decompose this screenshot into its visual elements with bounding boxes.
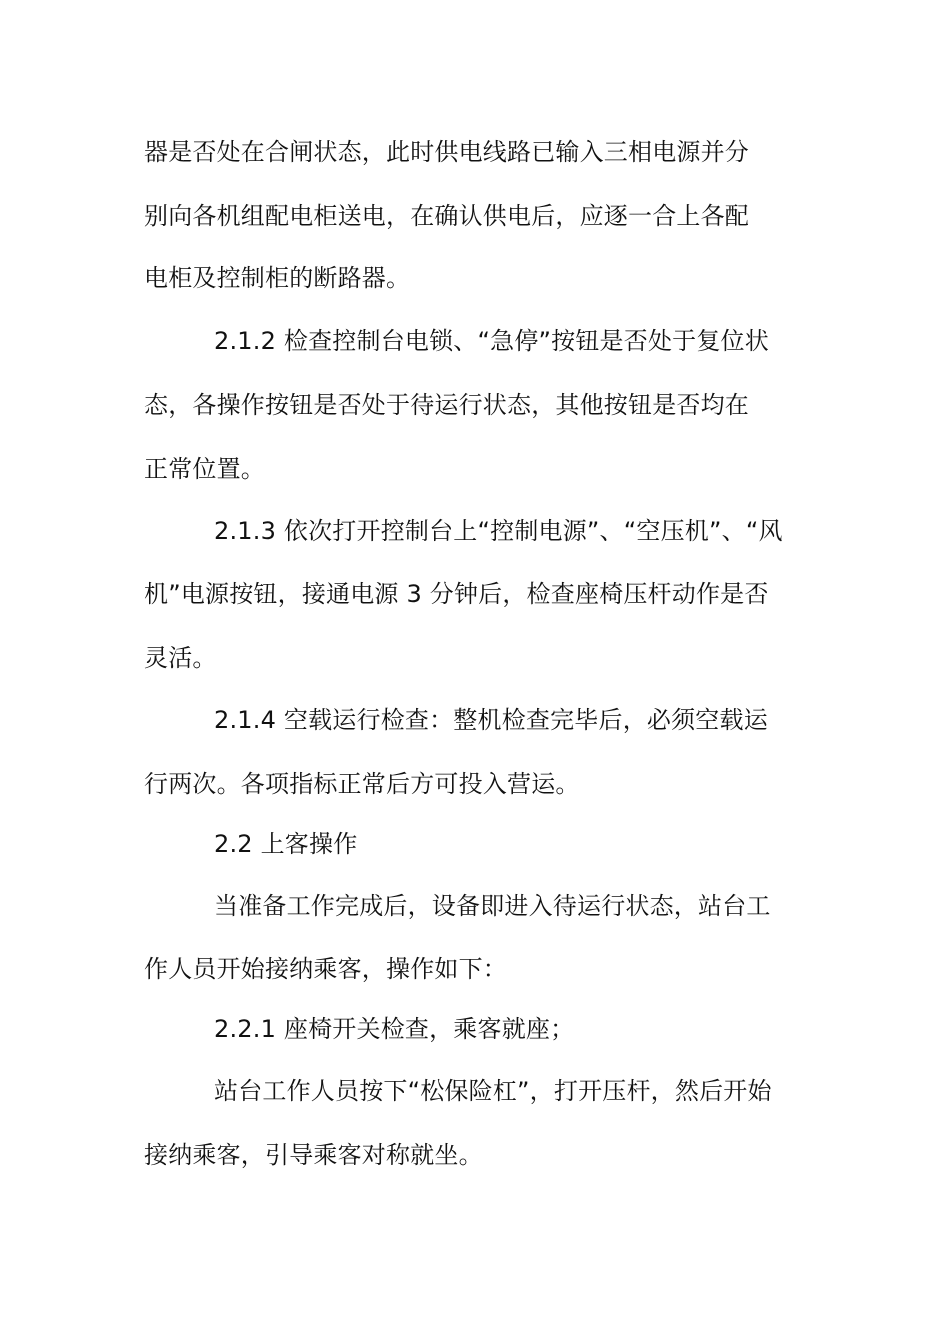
body-text-line: 电柜及控制柜的断路器。 <box>144 264 411 292</box>
body-text-line: 态，各操作按钮是否处于待运行状态，其他按钮是否均在 <box>144 391 749 419</box>
section-heading-2-2: 2.2 上客操作 <box>214 830 358 858</box>
body-text-line: 站台工作人员按下“松保险杠”，打开压杆，然后开始 <box>214 1077 772 1105</box>
section-2-1-4-line: 2.1.4 空载运行检查：整机检查完毕后，必须空载运 <box>214 706 768 734</box>
body-text-line: 接纳乘客，引导乘客对称就坐。 <box>144 1141 483 1169</box>
body-text-line: 正常位置。 <box>144 455 265 483</box>
body-text-line: 灵活。 <box>144 644 217 672</box>
body-text-line: 当准备工作完成后，设备即进入待运行状态，站台工 <box>214 892 771 920</box>
body-text-line: 机”电源按钮，接通电源 3 分钟后，检查座椅压杆动作是否 <box>144 580 769 608</box>
section-2-1-2-line: 2.1.2 检查控制台电锁、“急停”按钮是否处于复位状 <box>214 327 769 355</box>
section-2-1-3-line: 2.1.3 依次打开控制台上“控制电源”、“空压机”、“风 <box>214 517 783 545</box>
body-text-line: 器是否处在合闸状态，此时供电线路已输入三相电源并分 <box>144 138 749 166</box>
body-text-line: 作人员开始接纳乘客，操作如下： <box>144 955 507 983</box>
section-2-2-1-line: 2.2.1 座椅开关检查，乘客就座； <box>214 1015 575 1043</box>
body-text-line: 别向各机组配电柜送电，在确认供电后，应逐一合上各配 <box>144 202 749 230</box>
body-text-line: 行两次。各项指标正常后方可投入营运。 <box>144 770 580 798</box>
